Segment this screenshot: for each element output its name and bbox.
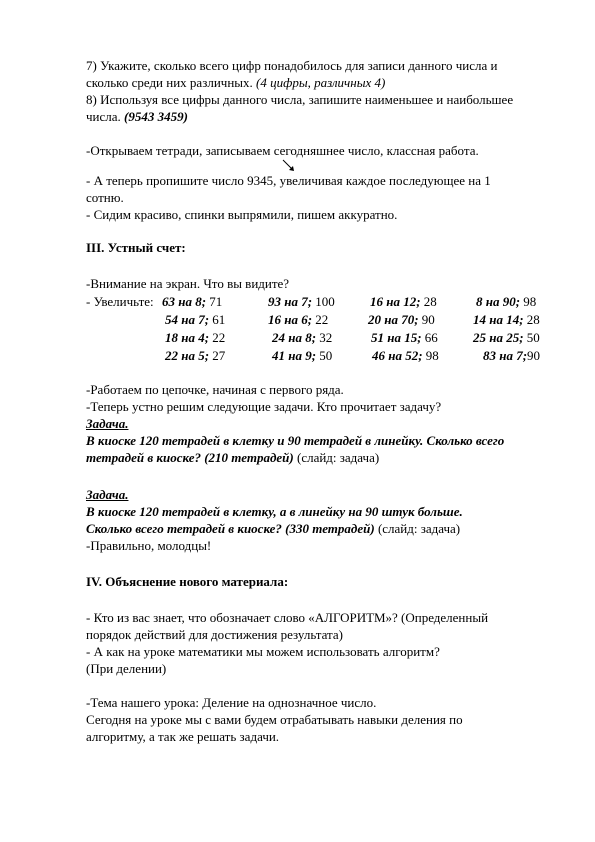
- slide-note: (слайд: задача): [374, 521, 461, 536]
- grid-expr: 18 на 4;: [165, 330, 210, 345]
- grid-answer: 90: [418, 312, 435, 327]
- grid-expr: 51 на 15;: [371, 330, 422, 345]
- grid-cell: [371, 329, 438, 346]
- grid-cell: [483, 347, 540, 364]
- section-heading: III. Устный счет:: [86, 240, 186, 255]
- grid-cell: [476, 293, 536, 310]
- grid-cell: [165, 329, 225, 346]
- grid-answer: 100: [312, 294, 335, 309]
- text-line: -Работаем по цепочке, начиная с первого ряда.: [86, 382, 344, 397]
- text-line: -Теперь устно решим следующие задачи. Кто прочитает задачу?: [86, 399, 442, 414]
- grid-cell: [272, 329, 332, 346]
- text-line: -Тема нашего урока: Деление на однозначное число.: [86, 695, 377, 710]
- grid-expr: 25 на 25;: [473, 330, 524, 345]
- grid-cell: [272, 347, 332, 364]
- task-text: Сколько всего тетрадей в киоске? (330 тетрадей): [86, 521, 375, 536]
- grid-cell: [370, 293, 437, 310]
- grid-cell: [268, 293, 335, 310]
- text-line: [86, 520, 460, 537]
- text-line: -Открываем тетради, записываем сегодняшнее число, классная работа.: [86, 143, 479, 158]
- grid-answer: 22: [312, 312, 329, 327]
- grid-expr: 46 на 52;: [372, 348, 423, 363]
- grid-answer: 50: [316, 348, 333, 363]
- grid-expr: 22 на 5;: [165, 348, 210, 363]
- text-line: - А теперь пропишите число 9345, увеличивая каждое последующее на 1: [86, 173, 491, 188]
- grid-cell: [268, 311, 328, 328]
- text-fragment: сколько среди них различных.: [86, 75, 253, 90]
- text-line: - Кто из вас знает, что обозначает слово «АЛГОРИТМ»? (Определенный: [86, 610, 489, 625]
- text-line: - А как на уроке математики мы можем использовать алгоритм?: [86, 644, 440, 659]
- answer-note: (9543 3459): [124, 109, 188, 124]
- text-line: [86, 449, 379, 466]
- task-title: Задача.: [86, 416, 129, 431]
- text-line: 7) Укажите, сколько всего цифр понадобилось для записи данного числа и: [86, 58, 498, 73]
- grid-expr: 8 на 90;: [476, 294, 521, 309]
- text-line: - Сидим красиво, спинки выпрямили, пишем аккуратно.: [86, 207, 398, 222]
- grid-expr: 63 на 8;: [162, 294, 207, 309]
- grid-expr: 20 на 70;: [368, 312, 419, 327]
- text-line: (При делении): [86, 661, 167, 676]
- grid-cell: [473, 329, 540, 346]
- text-line: -Внимание на экран. Что вы видите?: [86, 276, 290, 291]
- grid-cell: [165, 347, 225, 364]
- text-line: 8) Используя все цифры данного числа, запишите наименьшее и наибольшее: [86, 92, 514, 107]
- grid-expr: 16 на 12;: [370, 294, 421, 309]
- grid-expr: 93 на 7;: [268, 294, 313, 309]
- grid-answer: 71: [206, 294, 223, 309]
- grid-cell: [162, 293, 222, 310]
- grid-expr: 83 на 7;: [483, 348, 528, 363]
- grid-answer: 28: [523, 312, 540, 327]
- grid-answer: 66: [421, 330, 438, 345]
- grid-answer: 27: [209, 348, 226, 363]
- grid-label: - Увеличьте:: [86, 294, 154, 309]
- grid-answer: 32: [316, 330, 333, 345]
- grid-answer: 98: [422, 348, 439, 363]
- grid-answer: 61: [209, 312, 226, 327]
- grid-expr: 24 на 8;: [272, 330, 317, 345]
- task-title: Задача.: [86, 487, 129, 502]
- slide-note: (слайд: задача): [293, 450, 380, 465]
- grid-answer: 90: [527, 348, 541, 363]
- answer-note: (4 цифры, различных 4): [256, 75, 386, 90]
- text-line: [86, 74, 385, 91]
- grid-cell: [165, 311, 225, 328]
- grid-expr: 14 на 14;: [473, 312, 524, 327]
- grid-cell: [372, 347, 439, 364]
- grid-expr: 41 на 9;: [272, 348, 317, 363]
- grid-expr: 16 на 6;: [268, 312, 313, 327]
- grid-answer: 98: [520, 294, 537, 309]
- task-text: тетрадей в киоске? (210 тетрадей): [86, 450, 294, 465]
- text-line: порядок действий для достижения результата): [86, 627, 343, 642]
- grid-cell: [368, 311, 435, 328]
- text-line: [86, 108, 188, 125]
- text-fragment: числа.: [86, 109, 121, 124]
- text-line: Сегодня на уроке мы с вами будем отрабатывать навыки деления по: [86, 712, 463, 727]
- task-text: В киоске 120 тетрадей в клетку, а в линейку на 90 штук больше.: [86, 504, 463, 519]
- grid-cell: [473, 311, 540, 328]
- grid-expr: 54 на 7;: [165, 312, 210, 327]
- text-line: -Правильно, молодцы!: [86, 538, 212, 553]
- grid-answer: 28: [420, 294, 437, 309]
- section-heading: IV. Объяснение нового материала:: [86, 574, 289, 589]
- grid-answer: 22: [209, 330, 226, 345]
- grid-answer: 50: [523, 330, 540, 345]
- text-line: сотню.: [86, 190, 124, 205]
- task-text: В киоске 120 тетрадей в клетку и 90 тетрадей в линейку. Сколько всего: [86, 433, 505, 448]
- text-line: алгоритму, а так же решать задачи.: [86, 729, 280, 744]
